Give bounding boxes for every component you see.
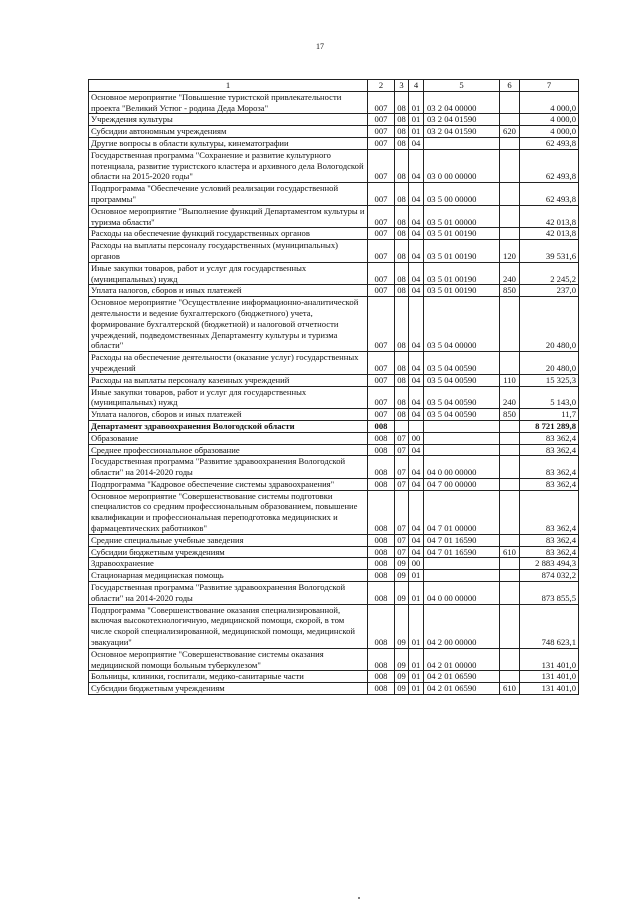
row-pr-cell: 00 [409,558,424,570]
row-csr-cell: 04 2 00 00000 [424,604,500,648]
row-sum-cell: 5 143,0 [520,386,579,409]
page-number: 17 [316,42,324,51]
row-pr-cell: 04 [409,374,424,386]
row-vr-cell [500,444,520,456]
row-sum-cell: 8 721 289,8 [520,420,579,432]
header-cell-1: 1 [89,80,368,92]
row-rz-cell: 08 [395,228,409,240]
row-name-cell: Подпрограмма "Обеспечение условий реализации государственной программы" [89,183,368,206]
row-pr-cell: 01 [409,570,424,582]
row-csr-cell [424,444,500,456]
header-cell-7: 7 [520,80,579,92]
header-cell-6: 6 [500,80,520,92]
table-row [89,546,579,558]
row-name-cell: Государственная программа "Развитие здравоохранения Вологодской области" на 2014-2020 годы [89,456,368,479]
row-name-cell: Субсидии бюджетным учреждениям [89,683,368,695]
row-sum-cell: 20 480,0 [520,352,579,375]
row-vr-cell: 120 [500,240,520,263]
row-csr-cell: 03 5 04 00590 [424,386,500,409]
row-csr-cell: 04 0 00 00000 [424,456,500,479]
row-sum-cell: 83 362,4 [520,432,579,444]
row-pr-cell: 00 [409,432,424,444]
row-vr-cell [500,352,520,375]
row-pr-cell: 01 [409,91,424,114]
row-vr-cell [500,570,520,582]
table-row [89,534,579,546]
row-csr-cell: 03 5 04 00590 [424,374,500,386]
row-vr-cell [500,114,520,126]
table-row [89,205,579,228]
row-rz-cell: 07 [395,546,409,558]
row-csr-cell [424,137,500,149]
row-rz-cell: 07 [395,534,409,546]
row-name-cell: Уплата налогов, сборов и иных платежей [89,409,368,421]
row-pr-cell: 04 [409,478,424,490]
table-row [89,432,579,444]
row-csr-cell: 04 7 01 00000 [424,490,500,534]
table-row [89,683,579,695]
table-row [89,386,579,409]
table-row [89,478,579,490]
row-csr-cell: 04 2 01 06590 [424,671,500,683]
row-name-cell: Основное мероприятие "Повышение туристской привлекательности проекта "Великий Устюг - родина Деда Мороза" [89,91,368,114]
row-rz-cell: 07 [395,456,409,479]
scan-dot [358,897,360,899]
row-name-cell: Стационарная медицинская помощь [89,570,368,582]
row-vr-cell [500,582,520,605]
row-pr-cell: 01 [409,604,424,648]
row-grbs-cell: 008 [368,444,395,456]
row-name-cell: Основное мероприятие "Совершенствование системы подготовки специалистов со средним профессиональным образованием, повышение квалификации и профессиональная переподготовка медицинских и фармацевтических работников" [89,490,368,534]
row-rz-cell: 08 [395,114,409,126]
row-pr-cell: 04 [409,262,424,285]
header-cell-4: 4 [409,80,424,92]
row-vr-cell [500,149,520,182]
table-row [89,374,579,386]
row-csr-cell: 03 5 01 00190 [424,228,500,240]
row-grbs-cell: 008 [368,582,395,605]
row-vr-cell [500,228,520,240]
row-grbs-cell: 007 [368,228,395,240]
table-header-row [89,80,579,92]
row-grbs-cell: 008 [368,456,395,479]
row-sum-cell: 42 013,8 [520,205,579,228]
table-row [89,444,579,456]
row-vr-cell [500,478,520,490]
row-name-cell: Департамент здравоохранения Вологодской области [89,420,368,432]
row-name-cell: Иные закупки товаров, работ и услуг для государственных (муниципальных) нужд [89,386,368,409]
row-name-cell: Субсидии автономным учреждениям [89,126,368,138]
row-vr-cell [500,534,520,546]
row-csr-cell: 03 5 04 00590 [424,352,500,375]
row-rz-cell: 09 [395,683,409,695]
row-csr-cell: 04 2 01 06590 [424,683,500,695]
row-name-cell: Расходы на обеспечение деятельности (оказание услуг) государственных учреждений [89,352,368,375]
table-row [89,137,579,149]
row-name-cell: Основное мероприятие "Выполнение функций Департаментом культуры и туризма области" [89,205,368,228]
row-rz-cell: 09 [395,604,409,648]
row-csr-cell: 04 7 01 16590 [424,546,500,558]
row-csr-cell: 03 5 01 00000 [424,205,500,228]
row-sum-cell: 4 000,0 [520,91,579,114]
row-pr-cell: 01 [409,126,424,138]
row-pr-cell: 04 [409,534,424,546]
table-row [89,604,579,648]
row-pr-cell: 04 [409,285,424,297]
row-grbs-cell: 007 [368,205,395,228]
table-row [89,240,579,263]
row-grbs-cell: 007 [368,352,395,375]
row-vr-cell: 240 [500,262,520,285]
row-grbs-cell: 007 [368,297,395,352]
table-row [89,558,579,570]
row-pr-cell: 04 [409,297,424,352]
row-pr-cell: 01 [409,582,424,605]
row-sum-cell: 83 362,4 [520,478,579,490]
row-sum-cell: 2 883 494,3 [520,558,579,570]
row-grbs-cell: 007 [368,240,395,263]
row-pr-cell: 04 [409,183,424,206]
row-csr-cell: 03 5 00 00000 [424,183,500,206]
row-grbs-cell: 008 [368,683,395,695]
row-grbs-cell: 008 [368,546,395,558]
table-row [89,352,579,375]
row-name-cell: Государственная программа "Развитие здравоохранения Вологодской области" на 2014-2020 годы [89,582,368,605]
row-rz-cell: 08 [395,297,409,352]
row-grbs-cell: 007 [368,114,395,126]
row-grbs-cell: 008 [368,478,395,490]
row-name-cell: Больницы, клиники, госпитали, медико-санитарные части [89,671,368,683]
row-grbs-cell: 008 [368,648,395,671]
row-sum-cell: 11,7 [520,409,579,421]
row-vr-cell [500,604,520,648]
row-vr-cell: 110 [500,374,520,386]
row-rz-cell: 08 [395,137,409,149]
header-cell-2: 2 [368,80,395,92]
row-sum-cell: 62 493,8 [520,183,579,206]
row-sum-cell: 873 855,5 [520,582,579,605]
row-rz-cell: 08 [395,386,409,409]
row-csr-cell: 04 7 01 16590 [424,534,500,546]
row-grbs-cell: 007 [368,137,395,149]
row-pr-cell: 04 [409,228,424,240]
row-rz-cell: 07 [395,478,409,490]
row-rz-cell: 08 [395,352,409,375]
row-rz-cell: 08 [395,409,409,421]
row-vr-cell [500,420,520,432]
table-row [89,456,579,479]
row-rz-cell: 07 [395,444,409,456]
row-pr-cell: 04 [409,490,424,534]
row-csr-cell: 03 2 04 01590 [424,114,500,126]
row-vr-cell: 610 [500,546,520,558]
table-row [89,648,579,671]
row-rz-cell: 08 [395,262,409,285]
row-grbs-cell: 007 [368,149,395,182]
row-pr-cell [409,420,424,432]
row-rz-cell: 09 [395,570,409,582]
header-cell-3: 3 [395,80,409,92]
row-name-cell: Иные закупки товаров, работ и услуг для государственных (муниципальных) нужд [89,262,368,285]
row-sum-cell: 4 000,0 [520,126,579,138]
row-name-cell: Другие вопросы в области культуры, кинематографии [89,137,368,149]
table-row [89,126,579,138]
row-grbs-cell: 008 [368,570,395,582]
row-grbs-cell: 007 [368,374,395,386]
row-grbs-cell: 008 [368,490,395,534]
row-vr-cell [500,432,520,444]
row-sum-cell: 4 000,0 [520,114,579,126]
row-csr-cell: 03 2 04 00000 [424,91,500,114]
row-grbs-cell: 007 [368,409,395,421]
row-sum-cell: 42 013,8 [520,228,579,240]
row-rz-cell: 07 [395,432,409,444]
row-sum-cell: 83 362,4 [520,534,579,546]
row-pr-cell: 04 [409,456,424,479]
row-pr-cell: 04 [409,352,424,375]
row-sum-cell: 62 493,8 [520,137,579,149]
row-sum-cell: 39 531,6 [520,240,579,263]
budget-table [88,79,579,695]
row-sum-cell: 83 362,4 [520,456,579,479]
row-pr-cell: 04 [409,149,424,182]
row-rz-cell: 09 [395,671,409,683]
row-name-cell: Субсидии бюджетным учреждениям [89,546,368,558]
row-sum-cell: 2 245,2 [520,262,579,285]
row-pr-cell: 01 [409,683,424,695]
row-rz-cell: 08 [395,149,409,182]
row-sum-cell: 20 480,0 [520,297,579,352]
row-grbs-cell: 008 [368,671,395,683]
row-sum-cell: 83 362,4 [520,546,579,558]
row-csr-cell [424,558,500,570]
row-vr-cell: 850 [500,285,520,297]
row-name-cell: Подпрограмма "Совершенствование оказания специализированной, включая высокотехнологичную, медицинской помощи, скорой, в том числе скорой специализированной, медицинской помощи, медицинской эвакуации" [89,604,368,648]
table-row [89,490,579,534]
row-csr-cell: 03 5 04 00590 [424,409,500,421]
row-pr-cell: 04 [409,205,424,228]
row-rz-cell: 08 [395,285,409,297]
table-row [89,228,579,240]
row-grbs-cell: 008 [368,420,395,432]
row-sum-cell: 131 401,0 [520,648,579,671]
row-vr-cell: 240 [500,386,520,409]
row-name-cell: Государственная программа "Сохранение и развитие культурного потенциала, развитие туристского кластера и архивного дела Вологодской области на 2015-2020 годы" [89,149,368,182]
row-name-cell: Основное мероприятие "Осуществление информационно-аналитической деятельности и ведение бухгалтерского (бюджетного) учета, формирование бухгалтерской (бюджетной) и налоговой отчетности учреждений, подведомственных Департаменту культуры и туризма области" [89,297,368,352]
table-row [89,582,579,605]
row-grbs-cell: 007 [368,126,395,138]
row-grbs-cell: 007 [368,91,395,114]
row-rz-cell: 08 [395,183,409,206]
row-csr-cell: 03 5 01 00190 [424,285,500,297]
row-vr-cell: 620 [500,126,520,138]
row-grbs-cell: 007 [368,386,395,409]
row-rz-cell: 09 [395,648,409,671]
row-pr-cell: 04 [409,546,424,558]
table-row [89,297,579,352]
row-rz-cell: 08 [395,205,409,228]
row-sum-cell: 83 362,4 [520,444,579,456]
row-csr-cell: 03 0 00 00000 [424,149,500,182]
row-csr-cell [424,432,500,444]
row-csr-cell [424,570,500,582]
table-row [89,420,579,432]
row-vr-cell [500,137,520,149]
row-sum-cell: 83 362,4 [520,490,579,534]
row-sum-cell: 15 325,3 [520,374,579,386]
table-row [89,409,579,421]
row-vr-cell [500,183,520,206]
row-csr-cell: 03 5 04 00000 [424,297,500,352]
row-csr-cell: 03 5 01 00190 [424,240,500,263]
row-name-cell: Средние специальные учебные заведения [89,534,368,546]
row-name-cell: Уплата налогов, сборов и иных платежей [89,285,368,297]
row-rz-cell: 09 [395,558,409,570]
row-csr-cell: 04 7 00 00000 [424,478,500,490]
row-rz-cell: 08 [395,374,409,386]
row-pr-cell: 04 [409,137,424,149]
table-body [89,80,579,695]
table-row [89,262,579,285]
row-pr-cell: 04 [409,240,424,263]
row-grbs-cell: 008 [368,558,395,570]
row-vr-cell [500,648,520,671]
row-grbs-cell: 007 [368,183,395,206]
row-name-cell: Расходы на выплаты персоналу казенных учреждений [89,374,368,386]
row-grbs-cell: 008 [368,432,395,444]
row-vr-cell [500,205,520,228]
row-vr-cell [500,297,520,352]
row-csr-cell: 03 5 01 00190 [424,262,500,285]
row-csr-cell: 03 2 04 01590 [424,126,500,138]
row-sum-cell: 131 401,0 [520,671,579,683]
table-row [89,91,579,114]
table-row [89,671,579,683]
row-vr-cell [500,671,520,683]
row-name-cell: Учреждения культуры [89,114,368,126]
row-csr-cell: 04 0 00 00000 [424,582,500,605]
row-pr-cell: 01 [409,671,424,683]
row-grbs-cell: 007 [368,285,395,297]
row-name-cell: Образование [89,432,368,444]
row-csr-cell [424,420,500,432]
row-grbs-cell: 008 [368,604,395,648]
row-name-cell: Расходы на выплаты персоналу государственных (муниципальных) органов [89,240,368,263]
row-grbs-cell: 007 [368,262,395,285]
table-row [89,149,579,182]
row-sum-cell: 237,0 [520,285,579,297]
row-name-cell: Основное мероприятие "Совершенствование системы оказания медицинской помощи больным туберкулезом" [89,648,368,671]
row-vr-cell [500,490,520,534]
row-pr-cell: 01 [409,648,424,671]
row-csr-cell: 04 2 01 00000 [424,648,500,671]
row-pr-cell: 04 [409,409,424,421]
row-name-cell: Среднее профессиональное образование [89,444,368,456]
row-grbs-cell: 008 [368,534,395,546]
row-vr-cell [500,558,520,570]
row-pr-cell: 04 [409,444,424,456]
row-rz-cell: 07 [395,490,409,534]
row-rz-cell: 08 [395,91,409,114]
row-name-cell: Подпрограмма "Кадровое обеспечение системы здравоохранения" [89,478,368,490]
row-vr-cell [500,456,520,479]
row-pr-cell: 01 [409,114,424,126]
row-rz-cell: 08 [395,126,409,138]
row-vr-cell: 850 [500,409,520,421]
row-rz-cell: 08 [395,240,409,263]
row-name-cell: Здравоохранение [89,558,368,570]
row-sum-cell: 62 493,8 [520,149,579,182]
row-pr-cell: 04 [409,386,424,409]
row-sum-cell: 131 401,0 [520,683,579,695]
row-rz-cell [395,420,409,432]
row-sum-cell: 748 623,1 [520,604,579,648]
row-name-cell: Расходы на обеспечение функций государственных органов [89,228,368,240]
table-row [89,570,579,582]
row-sum-cell: 874 032,2 [520,570,579,582]
row-rz-cell: 09 [395,582,409,605]
table-row [89,285,579,297]
table-row [89,183,579,206]
table-row [89,114,579,126]
header-cell-5: 5 [424,80,500,92]
row-vr-cell [500,91,520,114]
row-vr-cell: 610 [500,683,520,695]
